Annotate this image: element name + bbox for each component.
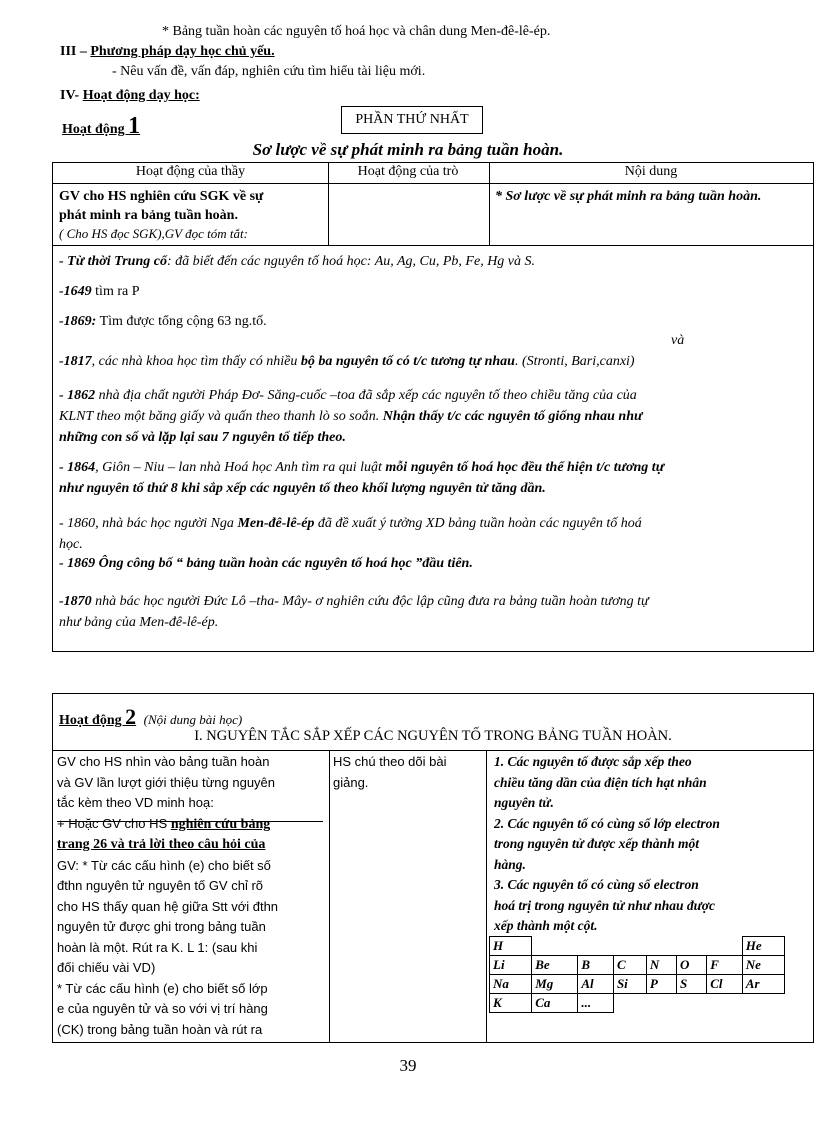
- element-cell: Ar: [742, 975, 784, 994]
- element-cell: F: [707, 956, 743, 975]
- element-cell: H: [490, 937, 532, 956]
- element-cell: Al: [578, 975, 614, 994]
- teacher-activity: GV cho HS nhìn vào bảng tuần hoàn và GV lần lượt giới thiệu từng nguyên tắc kèm theo VD minh hoạ: + Hoặc GV cho HS nghiên cứu bảng trang 26 và trả lời theo câu hỏi của GV: * Từ các cấu hình (e) cho biết số đthn nguyên tử nguyên tố GV chỉ rõ cho HS thấy quan hệ giữa Stt với đthn nguyên tử được ghi trong bảng tuần hoàn là một. Rút ra K. L 1: (sau khi đối chiếu vài VD) * Từ các cấu hình (e) cho biết số lớp e của nguyên tử và so với vị trí hàng (CK) trong bảng tuần hoàn và rút ra: [57, 754, 279, 1037]
- element-cell: Na: [490, 975, 532, 994]
- student-activity: HS chú theo dõi bài giảng.: [333, 754, 447, 790]
- history-va: và: [671, 333, 685, 348]
- element-cell: Li: [490, 956, 532, 975]
- activity-1-label: Hoạt động 1: [62, 113, 141, 139]
- teacher-intro: GV cho HS nghiên cứu SGK về sự phát minh ra bảng tuần hoàn.: [59, 189, 264, 223]
- col-divider: [489, 163, 490, 245]
- section-3-heading: [60, 43, 275, 61]
- part-one-box: PHẦN THỨ NHẤT: [341, 106, 483, 134]
- element-cell: N: [646, 956, 676, 975]
- header-content: Nội dung: [624, 164, 678, 179]
- element-cell: [707, 994, 743, 1013]
- history-p3: -1869: Tìm được tổng cộng 63 ng.tố.: [59, 314, 267, 329]
- history-p1: - Từ thời Trung cổ: đã biết đến các nguyên tố hoá học: Au, Ag, Cu, Pb, Fe, Hg và S.: [59, 254, 536, 269]
- element-cell: He: [742, 937, 784, 956]
- element-cell: K: [490, 994, 532, 1013]
- element-cell: [613, 937, 646, 956]
- section-3-item: - Nêu vấn đề, vấn đáp, nghiên cứu tìm hiểu tài liệu mới.: [112, 64, 426, 79]
- element-cell: Si: [613, 975, 646, 994]
- element-cell: O: [677, 956, 707, 975]
- element-cell: [677, 937, 707, 956]
- element-cell: [742, 994, 784, 1013]
- element-cell: ...: [578, 994, 614, 1013]
- header-student: Hoạt động của trò: [357, 164, 459, 179]
- activity-2-note: (Nội dung bài học): [143, 712, 243, 727]
- activity-2-number: 2: [125, 704, 137, 729]
- history-p8: - 1869 Ông công bố “ bảng tuần hoàn các nguyên tố hoá học ”đầu tiên.: [59, 556, 473, 571]
- history-table-header: [53, 163, 813, 184]
- principles-content: 1. Các nguyên tố được sắp xếp theo chiều tăng dần của điện tích hạt nhân nguyên tử. 2. Các nguyên tố có cùng số lớp electron trong nguyên tử được xếp thành một hàng. 3. Các nguyên tố có cùng số electron hoá trị trong nguyên tử như nhau được xếp thành một cột.: [494, 754, 720, 933]
- section-3-title: Phương pháp dạy học chủ yếu.: [90, 44, 275, 59]
- page-number: 39: [399, 1056, 417, 1075]
- element-cell: [646, 937, 676, 956]
- row-divider: [53, 245, 813, 246]
- element-cell: [646, 994, 676, 1013]
- element-cell: Be: [532, 956, 578, 975]
- history-p6: - 1864, Giôn – Niu – lan nhà Hoá học Anh tìm ra qui luật mỗi nguyên tố hoá học đều thể hiện t/c tương tự như nguyên tố thứ 8 khi sắp xếp các nguyên tố theo khối lượng nguyên tử tăng dần.: [59, 460, 665, 496]
- element-cell: Cl: [707, 975, 743, 994]
- element-cell: [677, 994, 707, 1013]
- element-cell: Ca: [532, 994, 578, 1013]
- history-p7: - 1860, nhà bác học người Nga Men-đê-lê-ép đã đề xuất ý tưởng XD bảng tuần hoàn các nguyên tố hoá học.: [59, 516, 642, 552]
- element-cell: P: [646, 975, 676, 994]
- activity-2-header: [53, 694, 813, 751]
- section-4-heading: [60, 87, 200, 105]
- equipment-line: * Bảng tuần hoàn các nguyên tố hoá học và chân dung Men-đê-lê-ép.: [162, 24, 551, 39]
- col-divider: [329, 750, 330, 1042]
- col-divider: [328, 163, 329, 245]
- element-cell: [532, 937, 578, 956]
- activity-1-heading: [62, 113, 140, 140]
- history-p4: -1817, các nhà khoa học tìm thấy có nhiều bộ ba nguyên tố có t/c tương tự nhau. (Stronti, Bari,canxi): [59, 354, 635, 369]
- activity-1-number: 1: [128, 113, 141, 139]
- section-4-title: Hoạt động dạy học:: [82, 88, 200, 103]
- section-4-number: IV-: [60, 88, 83, 103]
- underline-rule: [57, 821, 323, 822]
- teacher-intro-note: ( Cho HS đọc SGK),GV đọc tóm tắt:: [59, 226, 248, 241]
- element-cell: [707, 937, 743, 956]
- element-cell: C: [613, 956, 646, 975]
- section-3-number: III –: [60, 44, 91, 59]
- content-intro: * Sơ lược về sự phát minh ra bảng tuần hoàn.: [495, 189, 762, 204]
- history-table: [52, 162, 814, 652]
- element-cell: [578, 937, 614, 956]
- activity-1-subtitle: Sơ lược về sự phát minh ra bảng tuần hoàn.: [252, 140, 564, 159]
- period-4-row: [490, 994, 785, 1013]
- header-teacher: Hoạt động của thầy: [135, 164, 246, 179]
- activity-2-heading: [59, 704, 242, 730]
- element-cell: [613, 994, 646, 1013]
- element-cell: Mg: [532, 975, 578, 994]
- activity-2-label: Hoạt động 2: [59, 704, 137, 729]
- period-3-row: [490, 975, 785, 994]
- content-bottom-rule: [491, 1042, 811, 1043]
- mini-periodic-table: [489, 936, 785, 1013]
- element-cell: Ne: [742, 956, 784, 975]
- activity-2-title: I. NGUYÊN TẮC SẮP XẾP CÁC NGUYÊN TỐ TRONG BẢNG TUẦN HOÀN.: [194, 728, 672, 744]
- history-p2: -1649 tìm ra P: [59, 284, 140, 299]
- element-cell: S: [677, 975, 707, 994]
- period-2-row: [490, 956, 785, 975]
- period-1-row: [490, 937, 785, 956]
- element-cell: B: [578, 956, 614, 975]
- history-p9: -1870 nhà bác học người Đức Lô –tha- Mây- ơ nghiên cứu độc lập cũng đưa ra bảng tuần hoàn tương tự như bảng của Men-đê-lê-ép.: [59, 594, 649, 630]
- col-divider: [486, 750, 487, 1042]
- history-p5: - 1862 nhà địa chất người Pháp Đơ- Săng-cuốc –toa đã sắp xếp các nguyên tố theo chiều tăng của của KLNT theo một băng giấy và quấn theo thanh lò so soắn. Nhận thấy t/c các nguyên tố giống nhau như những con số và lặp lại sau 7 nguyên tố tiếp theo.: [59, 388, 643, 445]
